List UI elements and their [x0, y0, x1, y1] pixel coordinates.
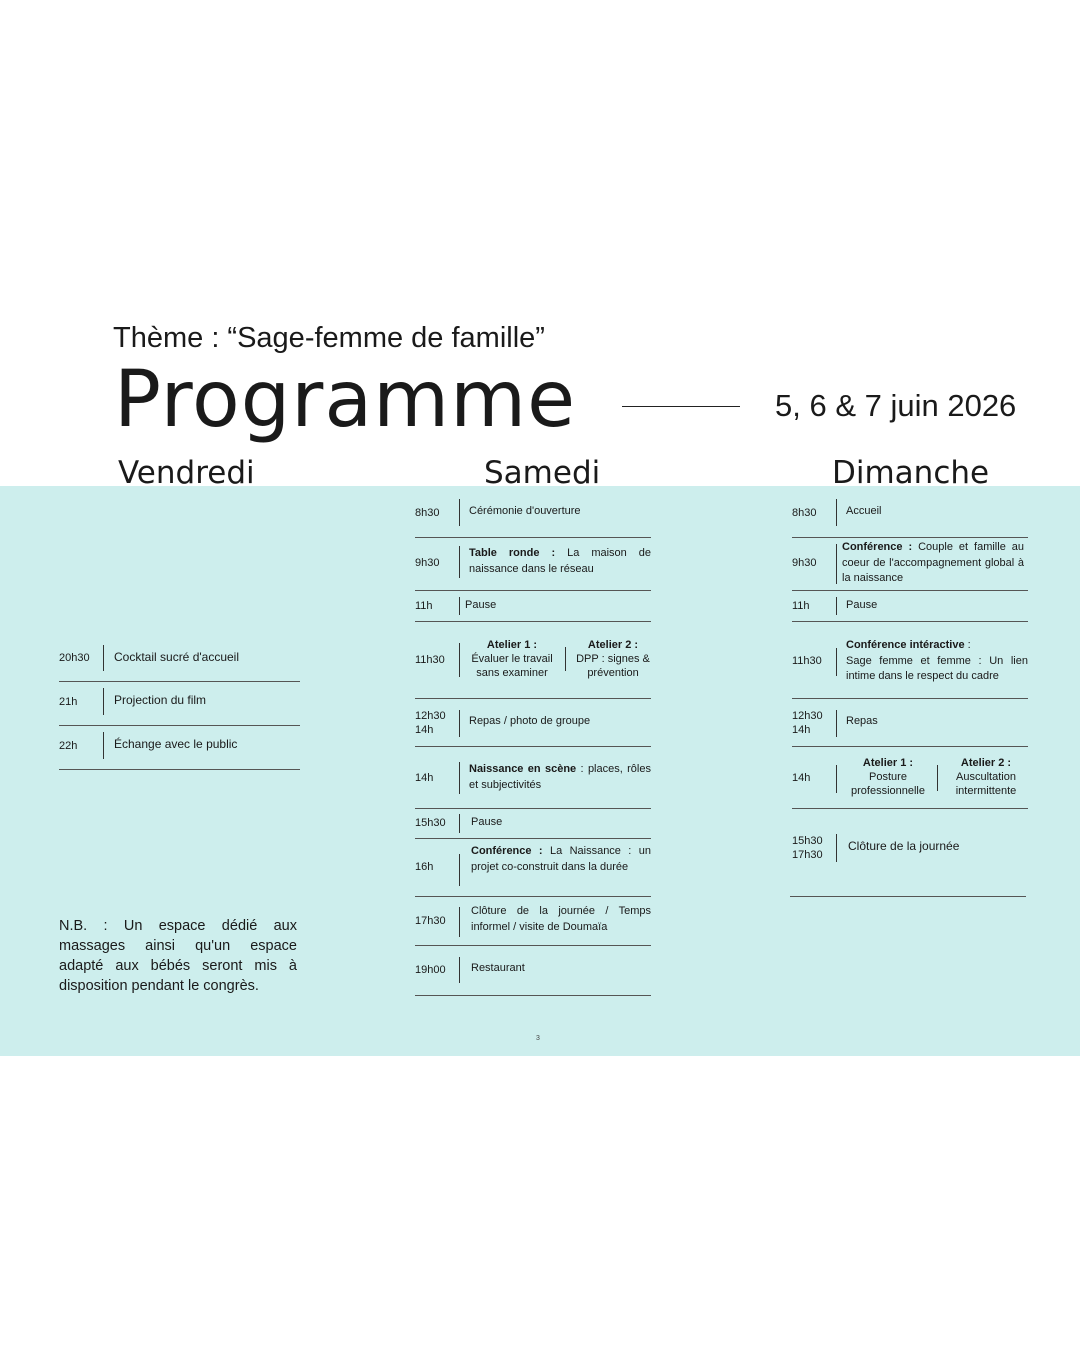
- row-rule: [792, 746, 1028, 747]
- schedule-row: [415, 637, 651, 698]
- event-time: 12h30: [415, 710, 446, 722]
- row-separator: [836, 765, 837, 793]
- row-separator: [459, 546, 460, 578]
- event-activity: Clôture de la journée / Temps informel / visite de Doumaïa: [471, 905, 651, 933]
- row-rule: [415, 838, 651, 839]
- row-separator: [459, 643, 460, 677]
- event-label: Conférence :: [842, 541, 913, 553]
- event-time: 12h30: [792, 710, 823, 722]
- page-title: Programme: [114, 355, 577, 445]
- event-description: Couple et famille au coeur de l'accompagnement global à la naissance: [842, 541, 1024, 584]
- event-time: 15h30: [792, 835, 823, 847]
- event-description: La Naissance : un projet co-construit dans la durée: [471, 845, 651, 873]
- schedule-row: [415, 904, 651, 945]
- row-rule: [415, 621, 651, 622]
- event-label: Conférence :: [471, 845, 543, 857]
- schedule-row: [792, 499, 1028, 537]
- row-rule: [59, 725, 300, 726]
- schedule-row: [792, 708, 1028, 746]
- schedule-row: [59, 645, 300, 681]
- workshop-label: Atelier 1 :: [862, 757, 914, 769]
- event-label: Table ronde :: [469, 547, 556, 559]
- event-time-end: 14h: [415, 724, 434, 736]
- day-heading-samedi: Samedi: [484, 455, 601, 491]
- schedule-row: [415, 956, 651, 995]
- schedule-row: [415, 844, 651, 896]
- row-separator: [103, 688, 104, 715]
- workshop-label: Atelier 2 :: [960, 757, 1012, 769]
- row-rule: [59, 681, 300, 682]
- schedule-row: [792, 834, 1026, 896]
- row-rule: [415, 698, 651, 699]
- workshop-label: Atelier 1 :: [486, 639, 538, 651]
- row-separator: [836, 648, 837, 676]
- event-description: La maison de naissance dans le réseau: [469, 547, 651, 575]
- row-rule: [415, 808, 651, 809]
- event-activity: Pause: [846, 599, 878, 611]
- day-heading-dimanche: Dimanche: [832, 455, 990, 491]
- row-rule: [415, 995, 651, 996]
- row-rule: [790, 896, 1026, 897]
- row-separator: [836, 544, 837, 584]
- row-separator: [836, 597, 837, 615]
- row-rule: [792, 621, 1028, 622]
- row-rule: [415, 945, 651, 946]
- event-activity: Cocktail sucré d'accueil: [114, 650, 240, 664]
- event-activity: Cérémonie d'ouverture: [469, 505, 581, 517]
- workshop-1: [465, 638, 559, 680]
- row-rule: [415, 896, 651, 897]
- row-rule: [792, 808, 1028, 809]
- event-time: 11h30: [792, 655, 822, 667]
- event-activity: [842, 540, 1024, 587]
- workshop-label: Atelier 2 :: [587, 639, 639, 651]
- schedule-row: [59, 732, 300, 769]
- workshop-separator: [937, 765, 938, 791]
- schedule-row: [415, 814, 651, 838]
- schedule-row: [792, 755, 1028, 808]
- workshop-activity: Posture professionnelle: [851, 771, 925, 797]
- schedule-row: [415, 597, 651, 621]
- row-rule: [59, 769, 300, 770]
- schedule-row: [792, 597, 1028, 621]
- page-number: 3: [536, 1035, 540, 1042]
- row-separator: [103, 732, 104, 759]
- workshop-1: [842, 756, 934, 798]
- row-separator: [836, 499, 837, 526]
- schedule-row: [415, 499, 651, 537]
- event-time: 15h30: [415, 817, 446, 829]
- event-time: 16h: [415, 861, 434, 873]
- event-time: 11h30: [415, 654, 445, 666]
- event-activity: Clôture de la journée: [848, 839, 960, 853]
- event-time: 21h: [59, 696, 78, 708]
- event-activity: Pause: [465, 599, 497, 611]
- event-time: 11h: [415, 600, 433, 612]
- row-separator: [459, 499, 460, 526]
- event-label-suffix: :: [964, 639, 971, 651]
- row-rule: [415, 590, 651, 591]
- event-time-end: 14h: [792, 724, 811, 736]
- event-activity: [846, 638, 1028, 685]
- event-time: 19h00: [415, 964, 446, 976]
- note-text: N.B. : Un espace dédié aux massages ainsi qu'un espace adapté aux bébés seront mis à disposition pendant le congrès.: [59, 918, 297, 994]
- event-activity: Projection du film: [114, 693, 207, 707]
- row-separator: [459, 710, 460, 737]
- event-description: Sage femme et femme : Un lien intime dans le respect du cadre: [846, 654, 1028, 682]
- event-activity: Repas / photo de groupe: [469, 715, 591, 727]
- workshop-2: [570, 638, 656, 680]
- event-time: 8h30: [792, 507, 817, 519]
- event-label: Naissance en scène: [469, 763, 577, 775]
- event-time: 9h30: [415, 557, 440, 569]
- schedule-row: [59, 688, 300, 725]
- schedule-row: [415, 708, 651, 746]
- row-separator: [103, 645, 104, 671]
- event-activity: Accueil: [846, 505, 882, 517]
- event-activity: Échange avec le public: [114, 737, 238, 751]
- event-time: 14h: [792, 772, 811, 784]
- event-time: 14h: [415, 772, 434, 784]
- schedule-row: [415, 762, 651, 808]
- row-rule: [792, 698, 1028, 699]
- schedule-row: [792, 638, 1028, 698]
- theme-heading: Thème : “Sage-femme de famille”: [113, 322, 545, 354]
- row-separator: [459, 814, 460, 833]
- event-time: 22h: [59, 740, 78, 752]
- event-time: 9h30: [792, 557, 817, 569]
- event-activity: Repas: [846, 715, 878, 727]
- schedule-row: [415, 546, 651, 590]
- event-time: 20h30: [59, 652, 90, 664]
- row-separator: [836, 834, 837, 862]
- event-time-end: 17h30: [792, 849, 823, 861]
- event-activity: Restaurant: [471, 962, 525, 974]
- row-rule: [415, 746, 651, 747]
- row-separator: [459, 762, 460, 794]
- row-rule: [792, 537, 1028, 538]
- event-activity: [469, 546, 651, 577]
- row-separator: [459, 907, 460, 937]
- workshop-activity: Auscultation intermittente: [955, 771, 1017, 797]
- event-time: 8h30: [415, 507, 440, 519]
- event-time: 11h: [792, 600, 810, 612]
- row-separator: [459, 854, 460, 886]
- row-separator: [459, 957, 460, 983]
- event-description: : places, rôles et subjectivités: [469, 763, 651, 791]
- event-activity: Pause: [471, 816, 503, 828]
- row-separator: [459, 597, 460, 615]
- schedule-row: [792, 540, 1028, 590]
- workshop-activity: Évaluer le travail sans examiner: [471, 653, 553, 679]
- row-rule: [415, 537, 651, 538]
- row-rule: [792, 590, 1028, 591]
- title-divider: [622, 406, 740, 407]
- event-time: 17h30: [415, 915, 446, 927]
- event-activity: [469, 762, 651, 793]
- workshop-2: [942, 756, 1030, 798]
- workshop-activity: DPP : signes & prévention: [576, 653, 650, 679]
- event-label: Conférence intéractive: [846, 639, 965, 651]
- day-heading-vendredi: Vendredi: [118, 455, 255, 491]
- row-separator: [836, 710, 837, 737]
- workshop-separator: [565, 647, 566, 671]
- event-activity: [471, 844, 651, 875]
- event-dates: 5, 6 & 7 juin 2026: [775, 388, 1017, 423]
